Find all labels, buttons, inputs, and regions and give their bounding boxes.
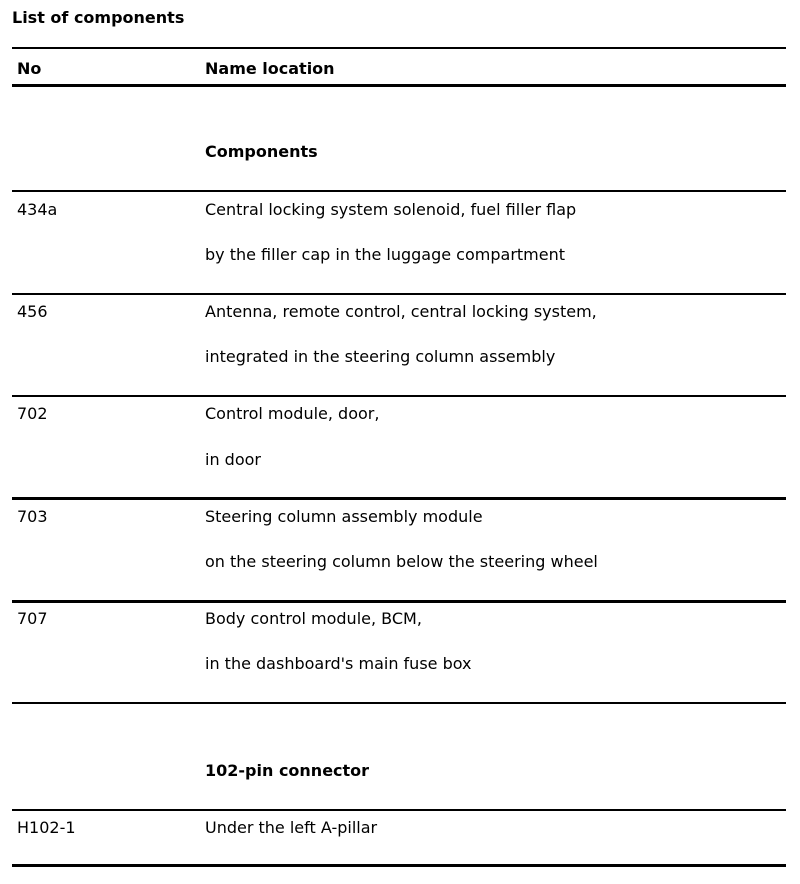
row-divider <box>12 497 786 500</box>
component-location: integrated in the steering column assembly <box>205 347 556 366</box>
row-number: 434a <box>17 200 58 219</box>
component-name: Central locking system solenoid, fuel filler flap <box>205 200 577 219</box>
row-divider <box>12 293 786 295</box>
component-location: in door <box>205 450 261 469</box>
table-top-rule <box>12 47 786 49</box>
table-bottom-rule <box>12 864 786 867</box>
component-location: in the dashboard's main fuse box <box>205 654 472 673</box>
component-location: by the filler cap in the luggage compartment <box>205 245 566 264</box>
row-number: 707 <box>17 609 48 628</box>
column-header-no: No <box>17 59 42 78</box>
row-divider <box>12 395 786 397</box>
section-heading-components: Components <box>205 142 318 161</box>
component-name: Control module, door, <box>205 404 380 423</box>
row-divider <box>12 600 786 603</box>
column-header-name-location: Name location <box>205 59 335 78</box>
page-title: List of components <box>12 8 185 27</box>
row-number: H102-1 <box>17 818 76 837</box>
component-location: on the steering column below the steering wheel <box>205 552 598 571</box>
section-end-rule <box>12 702 786 704</box>
component-name: Under the left A-pillar <box>205 818 378 837</box>
row-number: 703 <box>17 507 48 526</box>
component-name: Steering column assembly module <box>205 507 483 526</box>
component-name: Body control module, BCM, <box>205 609 422 628</box>
row-number: 456 <box>17 302 48 321</box>
section-heading-connector: 102-pin connector <box>205 761 370 780</box>
component-name: Antenna, remote control, central locking system, <box>205 302 597 321</box>
row-divider <box>12 190 786 192</box>
row-divider <box>12 809 786 811</box>
header-bottom-rule <box>12 84 786 87</box>
row-number: 702 <box>17 404 48 423</box>
